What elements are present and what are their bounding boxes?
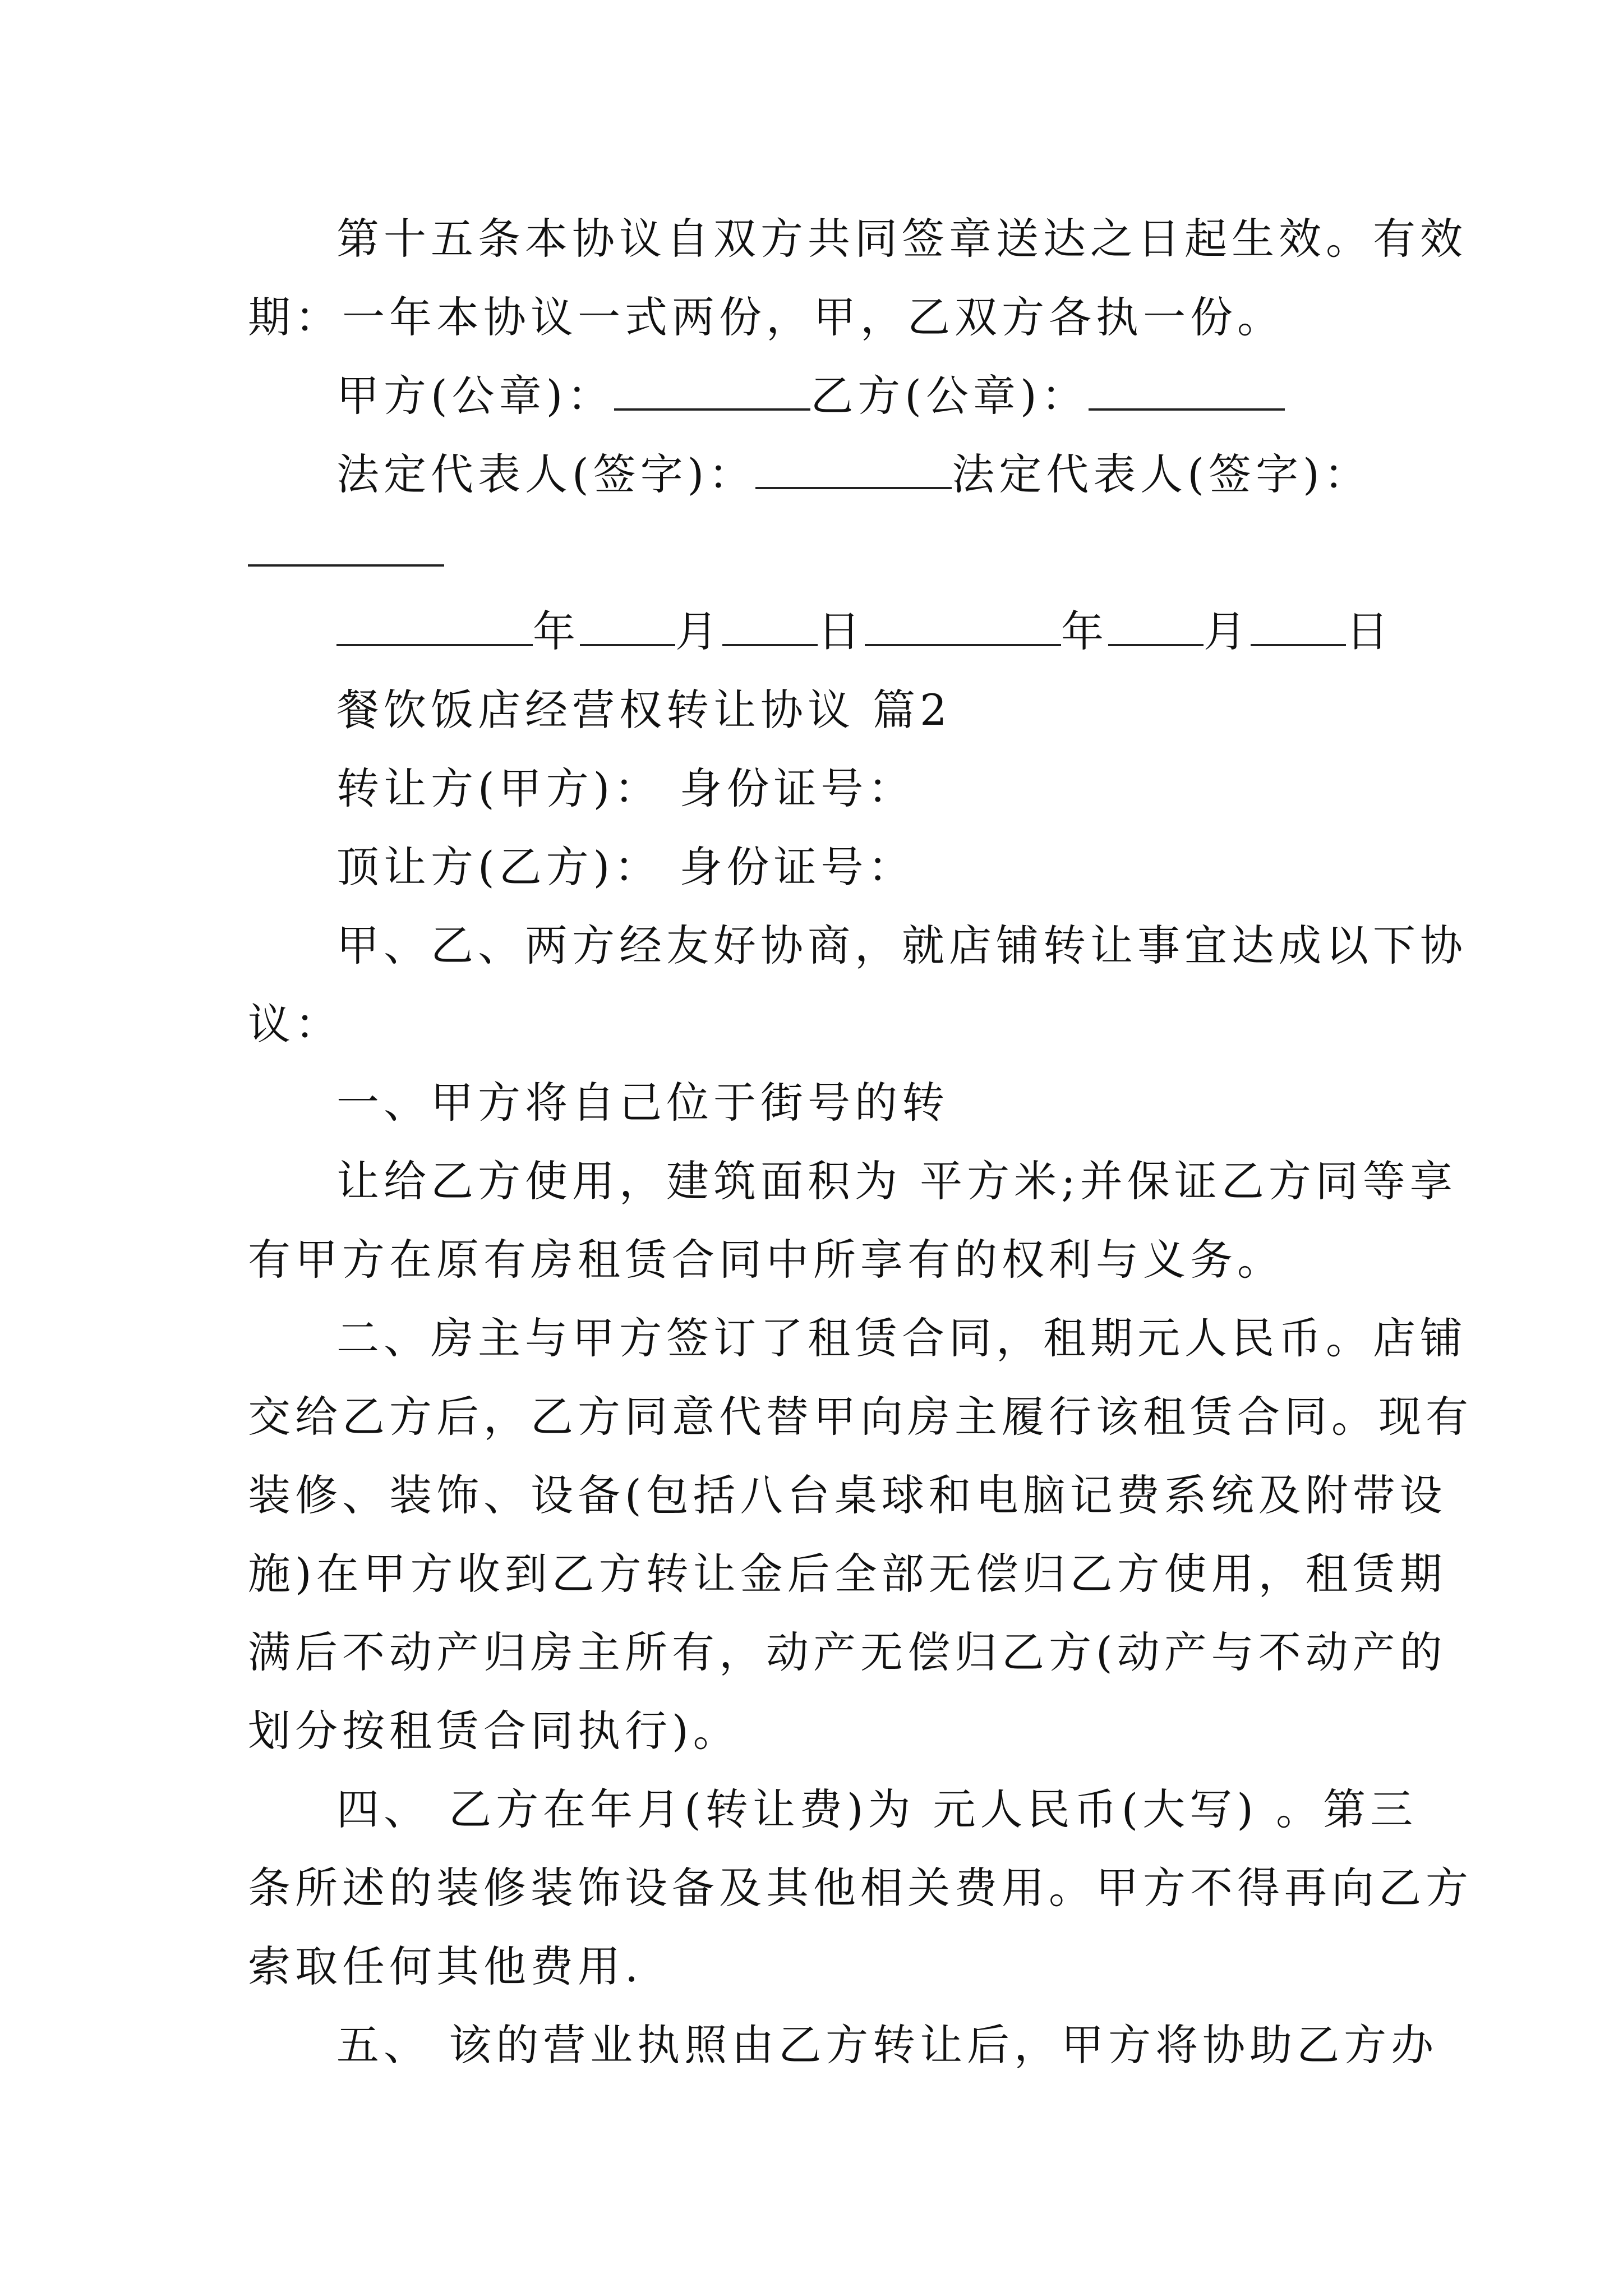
paragraph-line: 施)在甲方收到乙方转让金后全部无偿归乙方使用，租赁期 — [248, 1549, 1447, 1599]
party-a-representative-label: 法定代表人(签字)： — [336, 449, 756, 499]
paragraph-line: 索取任何其他费用. — [248, 1941, 643, 1991]
day-blank-b — [1251, 609, 1346, 646]
paragraph-line: 满后不动产归房主所有，动产无偿归乙方(动产与不动产的 — [248, 1627, 1447, 1677]
paragraph-line: 有甲方在原有房租赁合同中所享有的权利与义务。 — [248, 1235, 1284, 1285]
month-label-a: 月 — [675, 606, 722, 656]
day-label-a: 日 — [818, 606, 865, 656]
signature-line-seal — [336, 369, 1285, 423]
paragraph-line: 第十五条本协议自双方共同签章送达之日起生效。有效 — [336, 214, 1467, 264]
paragraph-line: 甲、乙、两方经友好协商，就店铺转让事宜达成以下协 — [336, 921, 1467, 970]
paragraph-line: 让给乙方使用，建筑面积为 平方米;并保证乙方同等享 — [336, 1156, 1457, 1206]
paragraph-line: 条所述的装修装饰设备及其他相关费用。甲方不得再向乙方 — [248, 1863, 1473, 1913]
party-a-seal-blank — [614, 374, 810, 411]
party-b-seal-blank — [1089, 374, 1285, 411]
year-blank-b — [865, 609, 1061, 646]
year-label-a: 年 — [533, 606, 580, 656]
month-label-b: 月 — [1204, 606, 1251, 656]
day-blank-a — [722, 609, 818, 646]
paragraph-line: 划分按租赁合同执行)。 — [248, 1706, 740, 1756]
year-blank-a — [336, 609, 533, 646]
party-a-representative-blank — [755, 452, 952, 489]
transferor-line: 转让方(甲方)： 身份证号： — [336, 763, 915, 813]
party-b-representative-blank — [248, 564, 444, 567]
paragraph-line: 议： — [248, 999, 342, 1049]
clause-four-line: 四、 乙方在年月(转让费)为 元人民币(大写) 。第三 — [336, 1784, 1418, 1834]
party-b-representative-label: 法定代表人(签字)： — [952, 449, 1371, 499]
party-a-seal-label: 甲方(公章)： — [336, 371, 615, 421]
party-b-seal-label: 乙方(公章)： — [810, 371, 1089, 421]
section-title: 餐饮饭店经营权转让协议 篇2 — [336, 685, 952, 735]
date-line — [336, 605, 1393, 659]
paragraph-line: 期：一年本协议一式两份，甲，乙双方各执一份。 — [248, 292, 1284, 342]
signature-line-representative — [336, 448, 1371, 501]
day-label-b: 日 — [1346, 606, 1393, 656]
month-blank-b — [1108, 609, 1204, 646]
paragraph-line: 装修、装饰、设备(包括八台桌球和电脑记费系统及附带设 — [248, 1470, 1447, 1520]
year-label-b: 年 — [1061, 606, 1108, 656]
month-blank-a — [580, 609, 675, 646]
clause-five-line: 五、 该的营业执照由乙方转让后，甲方将协助乙方办 — [336, 2020, 1438, 2070]
paragraph-line: 交给乙方后，乙方同意代替甲向房主履行该租赁合同。现有 — [248, 1392, 1473, 1442]
clause-two-line: 二、房主与甲方签订了租赁合同，租期元人民币。店铺 — [336, 1313, 1467, 1363]
clause-one-line: 一、甲方将自己位于街号的转 — [336, 1078, 949, 1128]
transferee-line: 顶让方(乙方)： 身份证号： — [336, 842, 915, 892]
